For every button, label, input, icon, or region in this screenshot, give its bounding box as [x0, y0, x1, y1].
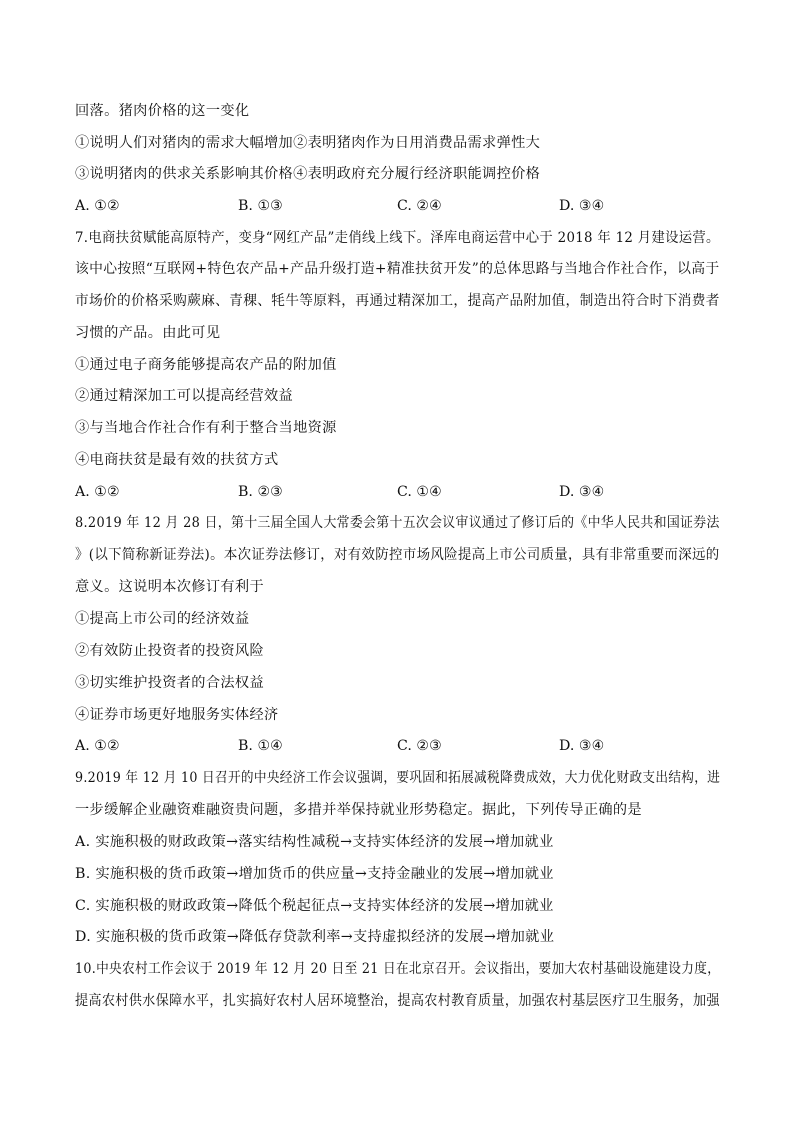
intro-line-1: 回落。猪肉价格的这一变化: [75, 103, 250, 119]
option-d: D. ③④: [559, 198, 605, 214]
q7-statement-2: ②通过精深加工可以提高经营效益: [75, 388, 294, 404]
q7-options: [75, 482, 735, 502]
q7-stem-line-1: 7.电商扶贫赋能高原特产，变身“网红产品”走俏线上线下。泽库电商运营中心于 2018 年 12 月建设运营。: [75, 230, 720, 246]
option-b: B. ①④: [238, 738, 283, 754]
q8-statement-1: ①提高上市公司的经济效益: [75, 611, 250, 627]
q7-statement-4: ④电商扶贫是最有效的扶贫方式: [75, 452, 279, 468]
q7-stem-line-4: 习惯的产品。由此可见: [75, 325, 221, 341]
q9-stem-line-1: 9.2019 年 12 月 10 日召开的中央经济工作会议强调，要巩固和拓展减税降费成效，大力优化财政支出结构，进: [75, 770, 721, 786]
option-d: D. ③④: [559, 484, 605, 500]
q8-stem-line-2: 》(以下简称新证券法)。本次证券法修订，对有效防控市场风险提高上市公司质量，具有非常重要而深远的: [75, 547, 720, 563]
q8-stem-line-3: 意义。这说明本次修订有利于: [75, 579, 264, 595]
q8-statement-2: ②有效防止投资者的投资风险: [75, 643, 264, 659]
option-b: B. ①③: [238, 198, 283, 214]
q10-stem-line-2: 提高农村供水保障水平，扎实搞好农村人居环境整治，提高农村教育质量，加强农村基层医疗卫生服务，加强: [75, 993, 720, 1009]
option-c: C. ②③: [397, 738, 442, 754]
q10-stem-line-1: 10.中央农村工作会议于 2019 年 12 月 20 日至 21 日在北京召开。会议指出，要加大农村基础设施建设力度，: [75, 961, 721, 977]
q9-stem-line-2: 一步缓解企业融资难融资贵问题，多措并举保持就业形势稳定。据此，下列传导正确的是: [75, 802, 642, 818]
q8-stem-line-1: 8.2019 年 12 月 28 日，第十三届全国人大常委会第十五次会议审议通过了修订后的《中华人民共和国证券法: [75, 515, 720, 531]
q8-statement-3: ③切实维护投资者的合法权益: [75, 675, 264, 691]
intro-statement-3-4: ③说明猪肉的供求关系影响其价格④表明政府充分履行经济职能调控价格: [75, 166, 541, 182]
q8-statement-4: ④证券市场更好地服务实体经济: [75, 707, 279, 723]
q9-option-d: D. 实施积极的货币政策→降低存贷款利率→支持虚拟经济的发展→增加就业: [75, 929, 555, 945]
option-a: A. ①②: [75, 484, 120, 500]
option-a: A. ①②: [75, 738, 120, 754]
q7-statement-3: ③与当地合作社合作有利于整合当地资源: [75, 420, 337, 436]
q7-stem-line-2: 该中心按照“互联网+特色农产品+产品升级打造+精准扶贫开发”的总体思路与当地合作社合作，以高于: [75, 261, 720, 277]
q9-option-a: A. 实施积极的财政政策→落实结构性减税→支持实体经济的发展→增加就业: [75, 834, 554, 850]
option-d: D. ③④: [559, 738, 605, 754]
intro-options: [75, 196, 735, 216]
option-a: A. ①②: [75, 198, 120, 214]
option-c: C. ②④: [397, 198, 442, 214]
q9-option-b: B. 实施积极的货币政策→增加货币的供应量→支持金融业的发展→增加就业: [75, 866, 554, 882]
option-c: C. ①④: [397, 484, 442, 500]
q7-statement-1: ①通过电子商务能够提高农产品的附加值: [75, 357, 337, 373]
option-b: B. ②③: [238, 484, 283, 500]
q7-stem-line-3: 市场价的价格采购蕨麻、青稞、牦牛等原料，再通过精深加工，提高产品附加值，制造出符合时下消费者: [75, 293, 720, 309]
q9-option-c: C. 实施积极的财政政策→降低个税起征点→支持实体经济的发展→增加就业: [75, 898, 554, 914]
q8-options: [75, 736, 735, 756]
intro-statement-1-2: ①说明人们对猪肉的需求大幅增加②表明猪肉作为日用消费品需求弹性大: [75, 135, 541, 151]
